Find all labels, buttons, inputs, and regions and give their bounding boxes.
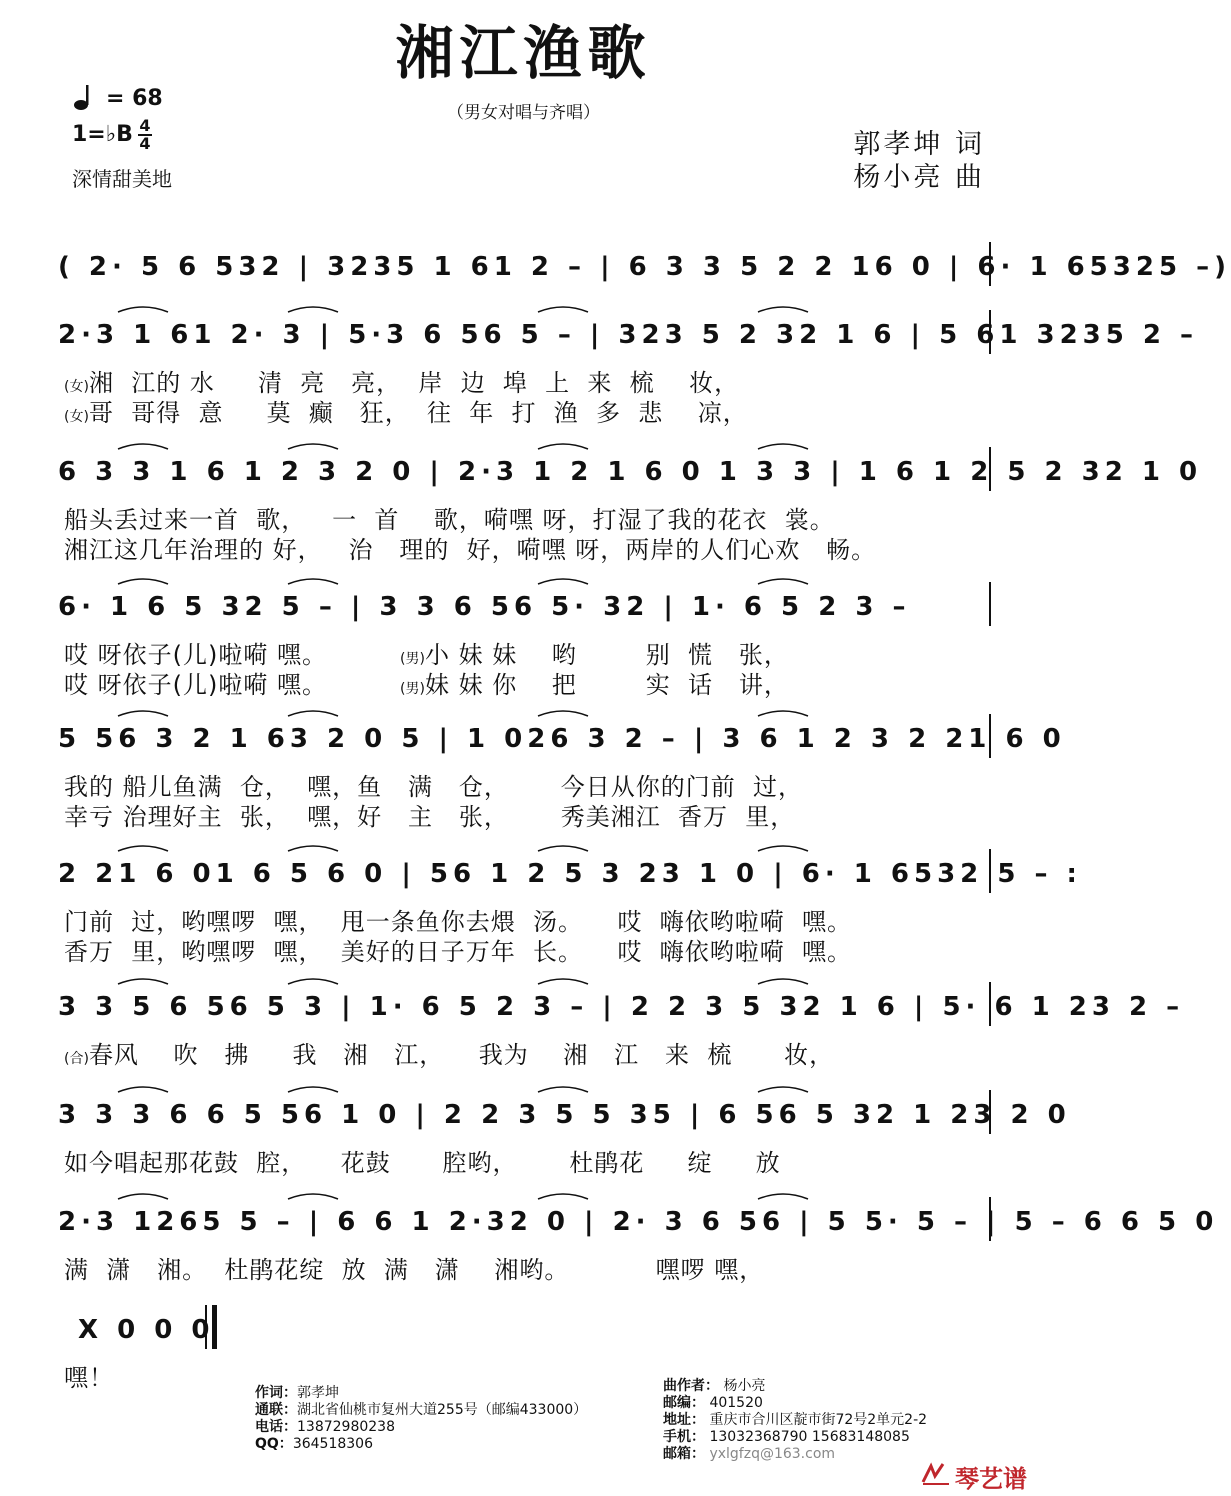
notation-line xyxy=(58,990,1185,1024)
slur xyxy=(118,711,168,716)
lyricist-phone: 13872980238 xyxy=(297,1419,395,1435)
lyric-text: 小 妹 妹 哟 别 慌 张， xyxy=(424,641,789,669)
lyric-text: 春风 吹 拂 我 湘 江， 我为 湘 江 来 梳 妆， xyxy=(88,1041,835,1069)
label: 地址： xyxy=(663,1412,705,1428)
slur xyxy=(288,1087,338,1092)
lyricist-name: 郭孝坤 xyxy=(297,1385,339,1401)
slur xyxy=(118,307,168,312)
voice-role: (女) xyxy=(64,379,89,395)
slur xyxy=(288,579,338,584)
slur xyxy=(288,307,338,312)
lyric-line xyxy=(64,937,994,971)
slur-decoration xyxy=(58,1313,992,1347)
lyric-line xyxy=(64,1148,994,1182)
slur xyxy=(118,979,168,984)
slur xyxy=(538,444,588,449)
slur xyxy=(118,1194,168,1199)
jianpu-notes: 2 21 6 01 6 5 6 0 | 56 1 2 5 3 23 1 0 | 6· 1 6532 5 – : xyxy=(58,859,1082,889)
notation-line xyxy=(58,1205,1219,1239)
composer-contact xyxy=(663,1378,927,1463)
notation-line xyxy=(58,318,1199,352)
slur xyxy=(538,846,588,851)
slur xyxy=(758,307,808,312)
notation-line xyxy=(58,250,1231,284)
notation-line xyxy=(58,1313,992,1347)
page-title: 湘江渔歌 xyxy=(395,19,652,87)
slur-decoration xyxy=(58,590,992,624)
slur-decoration xyxy=(58,990,1185,1024)
slur xyxy=(118,444,168,449)
slur xyxy=(288,979,338,984)
lyric-text: 香万 里，哟嘿啰 嘿， 美好的日子万年 长。 哎 嗨依哟啦嗬 嘿。 xyxy=(64,938,853,966)
notation-line xyxy=(58,590,992,624)
slur xyxy=(288,444,338,449)
slur-decoration xyxy=(58,857,1082,891)
slur xyxy=(118,1087,168,1092)
slur xyxy=(758,1087,808,1092)
slur xyxy=(758,846,808,851)
label: 电话： xyxy=(255,1419,297,1435)
lyric-line xyxy=(64,907,994,941)
lyric-text: 满 潇 湘。 杜鹃花绽 放 满 潇 湘哟。 嘿啰 嘿， xyxy=(64,1256,765,1284)
composer-zip: 401520 xyxy=(709,1395,763,1411)
slur-decoration xyxy=(58,1098,1071,1132)
logo-mark-icon xyxy=(921,1462,951,1492)
lyric-text: 我的 船儿鱼满 仓， 嘿，鱼 满 仓， 今日从你的门前 过， xyxy=(64,773,803,801)
label: 手机： xyxy=(663,1429,705,1445)
label: 作词： xyxy=(255,1385,297,1401)
lyric-line xyxy=(64,802,994,836)
jianpu-notes: X 0 0 0 xyxy=(78,1315,215,1345)
slur xyxy=(288,1194,338,1199)
subtitle: （男女对唱与齐唱） xyxy=(447,103,600,123)
slur xyxy=(538,579,588,584)
slur xyxy=(288,846,338,851)
tempo-value: = 68 xyxy=(106,85,163,111)
composer-email: yxlgfzq@163.com xyxy=(709,1446,836,1462)
lyricist-credit: 郭孝坤 词 xyxy=(853,129,985,160)
notation-line xyxy=(58,857,1082,891)
slur xyxy=(758,979,808,984)
voice-role: (男) xyxy=(400,651,425,667)
slur-decoration xyxy=(58,1205,1219,1239)
logo-text: 琴艺谱 xyxy=(955,1465,1027,1493)
key-signature: 1=♭B xyxy=(72,122,133,147)
slur-decoration xyxy=(58,250,1231,284)
label: 通联： xyxy=(255,1402,297,1418)
lyric-line-right xyxy=(400,640,960,674)
composer-credit: 杨小亮 曲 xyxy=(853,162,985,193)
lyric-line xyxy=(64,505,994,539)
lyric-line xyxy=(64,398,994,432)
slur xyxy=(538,1087,588,1092)
slur xyxy=(118,846,168,851)
site-logo[interactable] xyxy=(921,1459,1027,1494)
composer-phone: 13032368790 15683148085 xyxy=(709,1429,910,1445)
slur xyxy=(118,579,168,584)
slur xyxy=(758,579,808,584)
label: QQ： xyxy=(255,1436,293,1452)
lyric-text: 哎 呀依子(儿)啦嗬 嘿。 xyxy=(64,671,327,699)
lyricist-address: 湖北省仙桃市复州大道255号（邮编433000） xyxy=(297,1402,588,1418)
meter-bottom: 4 xyxy=(139,134,151,153)
lyric-text: 幸亏 治理好主 张， 嘿，好 主 张， 秀美湘江 香万 里， xyxy=(64,803,796,831)
slur xyxy=(538,979,588,984)
jianpu-notes: 3 3 3 6 6 5 56 1 0 | 2 2 3 5 5 35 | 6 56 5 32 1 23 2 0 xyxy=(58,1100,1071,1130)
notation-line xyxy=(58,455,1203,489)
lyric-line xyxy=(64,1255,994,1289)
slur xyxy=(538,307,588,312)
lyric-text: 门前 过，哟嘿啰 嘿， 甩一条鱼你去煨 汤。 哎 嗨依哟啦嗬 嘿。 xyxy=(64,908,853,936)
composer-address: 重庆市合川区靛市街72号2单元2-2 xyxy=(709,1412,928,1428)
lyric-line xyxy=(64,535,994,569)
time-signature xyxy=(138,118,152,152)
lyric-text: 如今唱起那花鼓 腔， 花鼓 腔哟， 杜鹃花 绽 放 xyxy=(64,1149,781,1177)
voice-role: (男) xyxy=(400,681,425,697)
jianpu-notes: 6 3 3 1 6 1 2 3 2 0 | 2·3 1 2 1 6 0 1 3 3 | 1 6 1 2 5 2 32 1 0 xyxy=(58,457,1203,487)
lyric-text: 妹 妹 你 把 实 话 讲， xyxy=(424,671,789,699)
tempo-marking xyxy=(72,84,163,112)
lyric-text: 湘江这几年治理的 好， 治 理的 好，嗬嘿 呀，两岸的人们心欢 畅。 xyxy=(64,536,877,564)
expression-marking: 深情甜美地 xyxy=(72,167,172,191)
notation-line xyxy=(58,1098,1071,1132)
slur xyxy=(758,1194,808,1199)
label: 曲作者： xyxy=(663,1378,719,1394)
jianpu-notes: 2·3 1 61 2· 3 | 5·3 6 56 5 – | 323 5 2 32 1 6 | 5 61 3235 2 – xyxy=(58,320,1199,350)
lyricist-contact xyxy=(255,1385,587,1453)
lyric-text: 哥 哥得 意 莫 癫 狂， 往 年 打 渔 多 悲 凉， xyxy=(88,399,748,427)
lyric-text: 湘 江的 水 清 亮 亮， 岸 边 埠 上 来 梳 妆， xyxy=(88,369,740,397)
lyric-line xyxy=(64,772,994,806)
slur xyxy=(288,711,338,716)
slur xyxy=(758,711,808,716)
lyric-text: 嘿！ xyxy=(64,1364,114,1392)
jianpu-notes: ( 2· 5 6 532 | 3235 1 61 2 – | 6 3 3 5 2 2 16 0 | 6· 1 65325 –) xyxy=(58,252,1231,282)
slur-decoration xyxy=(58,318,1199,352)
voice-role: (女) xyxy=(64,409,89,425)
jianpu-notes: 5 56 3 2 1 63 2 0 5 | 1 026 3 2 – | 3 6 1 2 3 2 21 6 0 xyxy=(58,724,1066,754)
jianpu-notes: 2·3 1265 5 – | 6 6 1 2·32 0 | 2· 3 6 56 | 5 5· 5 – | 5 – 6 6 5 0 xyxy=(58,1207,1219,1237)
slur xyxy=(538,1194,588,1199)
meter-top: 4 xyxy=(139,116,151,135)
label: 邮箱： xyxy=(663,1446,705,1462)
jianpu-notes: 3 3 5 6 56 5 3 | 1· 6 5 2 3 – | 2 2 3 5 32 1 6 | 5· 6 1 23 2 – xyxy=(58,992,1185,1022)
notation-line xyxy=(58,722,1066,756)
quarter-note-icon xyxy=(72,84,100,112)
slur-decoration xyxy=(58,722,1066,756)
final-barline xyxy=(205,1305,217,1349)
lyric-line xyxy=(64,368,994,402)
jianpu-notes: 6· 1 6 5 32 5 – | 3 3 6 56 5· 32 | 1· 6 5 2 3 – xyxy=(58,592,911,622)
lyric-text: 船头丢过来一首 歌， 一 首 歌，嗬嘿 呀，打湿了我的花衣 裳。 xyxy=(64,506,835,534)
lyric-line-right xyxy=(400,670,960,704)
lyric-line xyxy=(64,1040,994,1074)
slur xyxy=(538,711,588,716)
slur-decoration xyxy=(58,455,1203,489)
lyric-text: 哎 呀依子(儿)啦嗬 嘿。 xyxy=(64,641,327,669)
composer-name: 杨小亮 xyxy=(723,1378,766,1394)
voice-role: (合) xyxy=(64,1051,89,1067)
label: 邮编： xyxy=(663,1395,705,1411)
slur xyxy=(758,444,808,449)
lyricist-qq: 364518306 xyxy=(292,1436,373,1452)
